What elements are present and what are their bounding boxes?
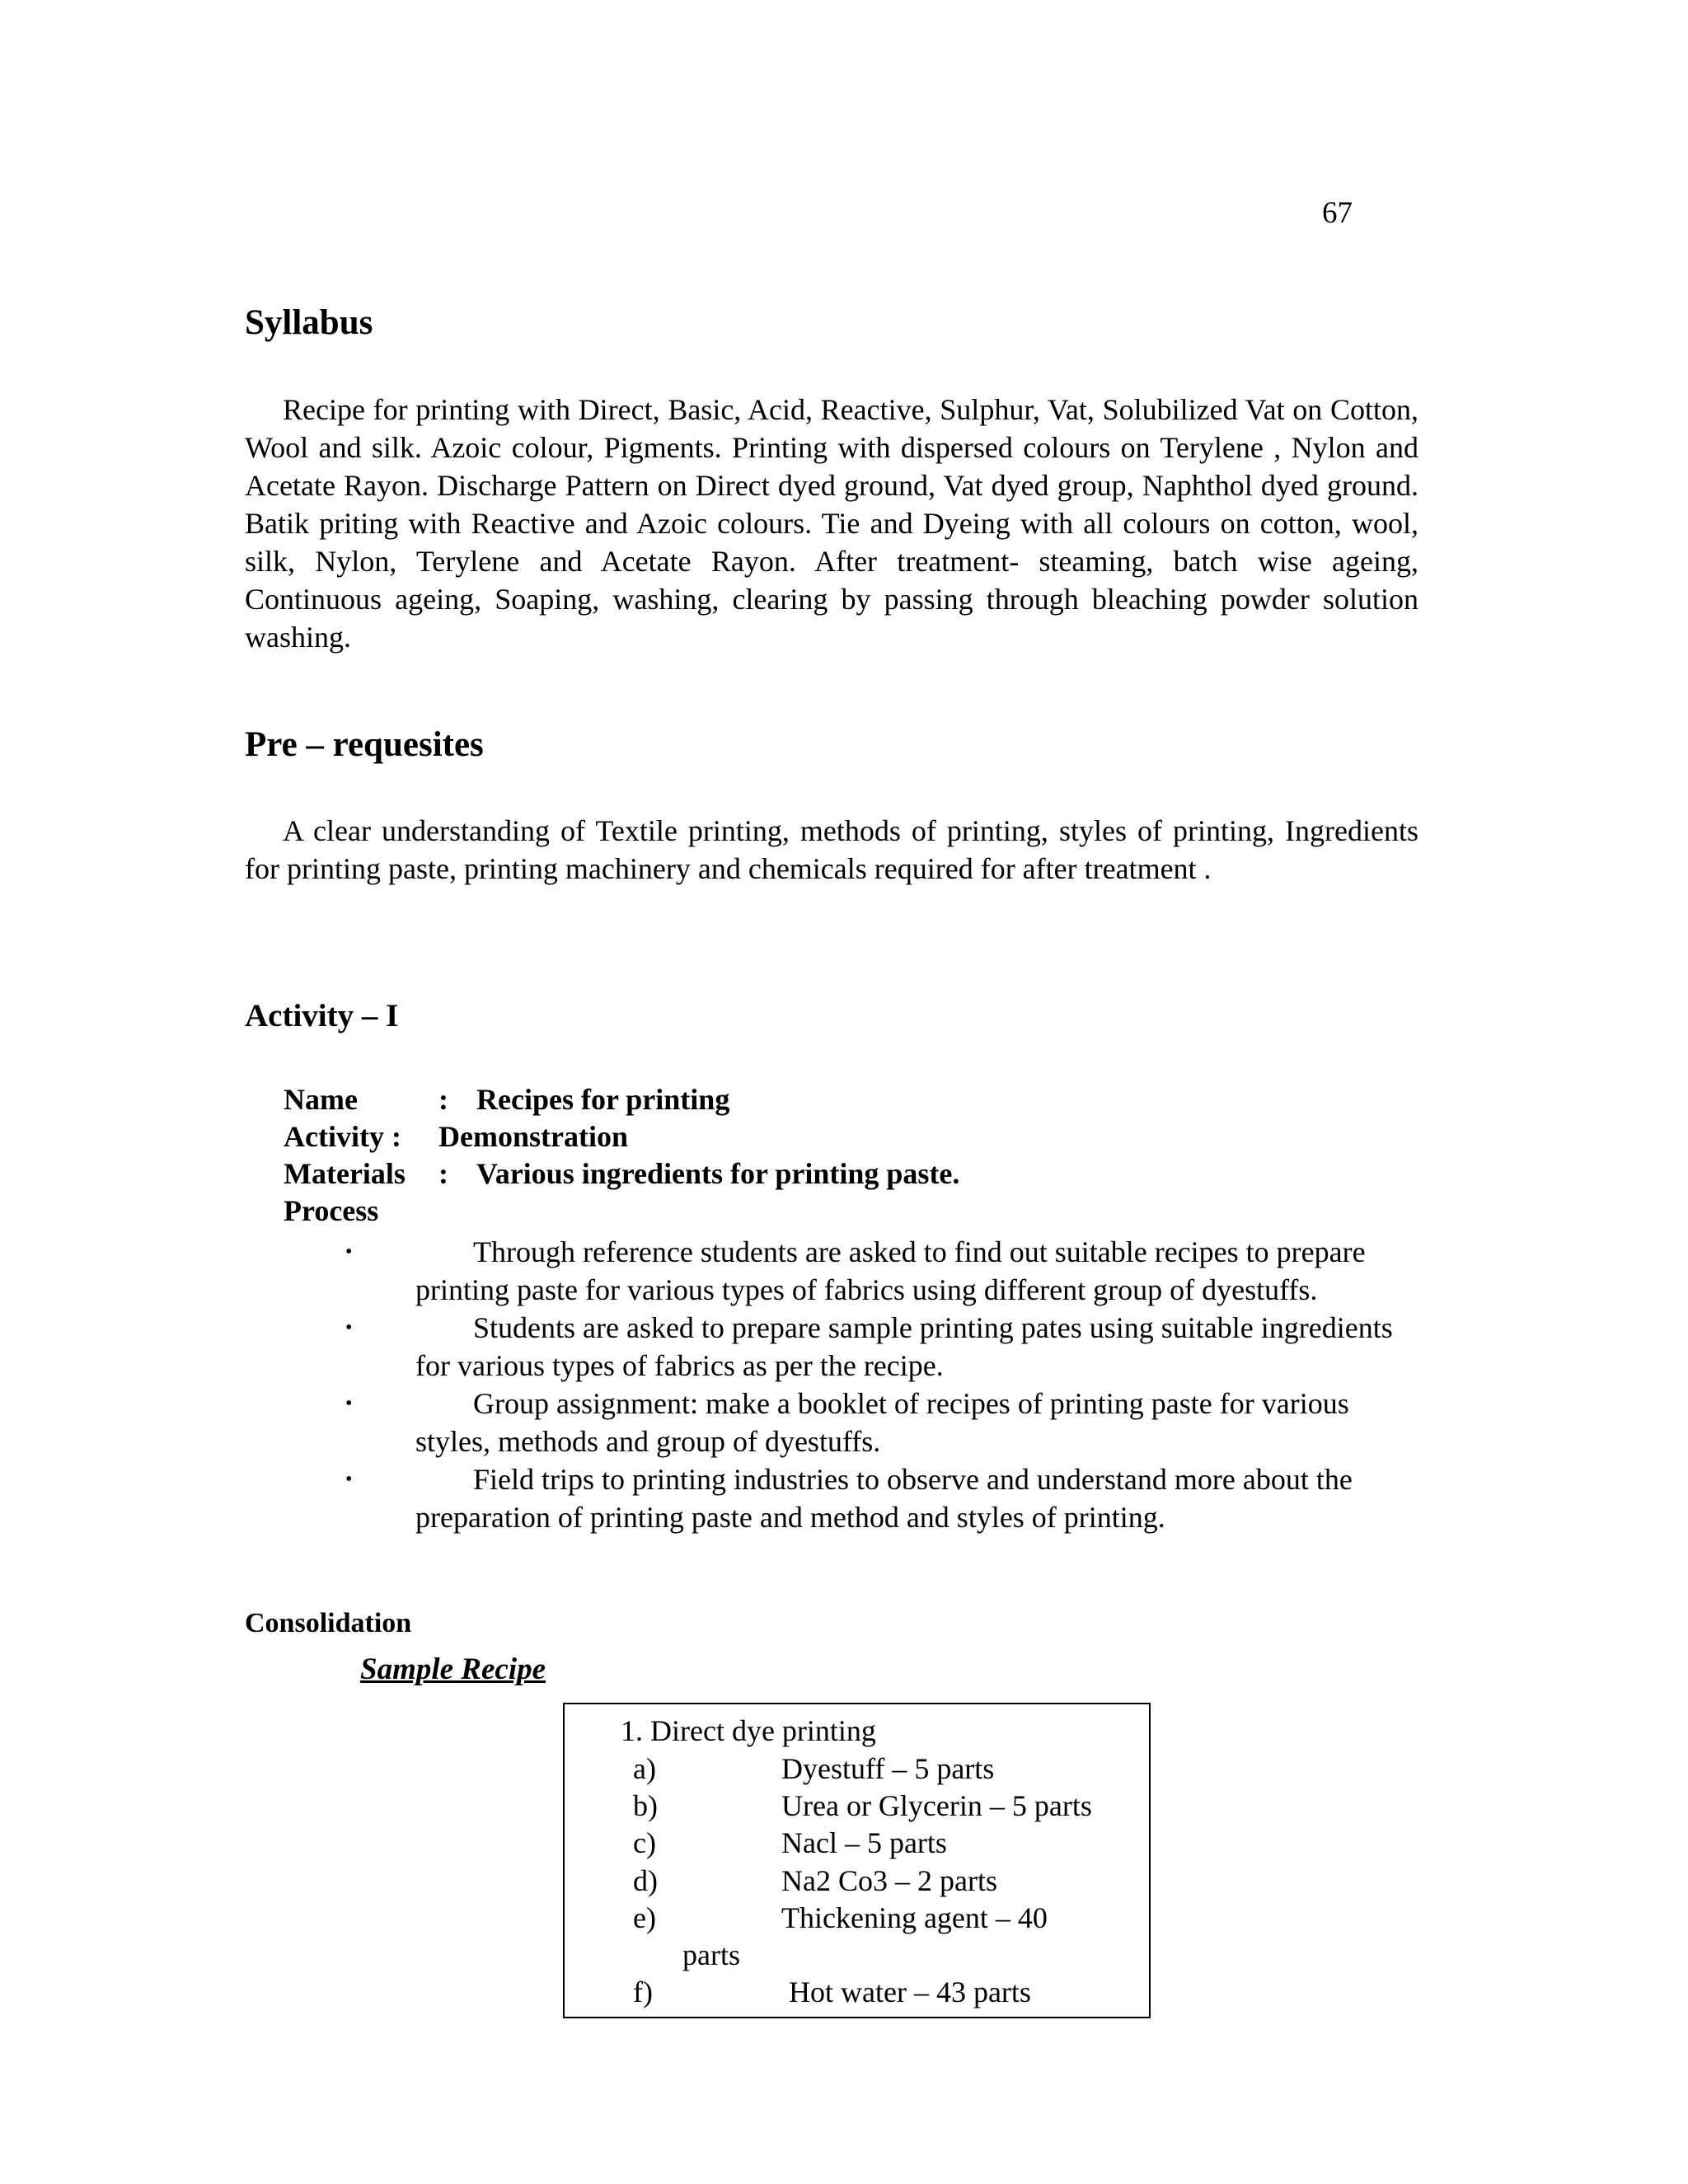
prerequisites-heading: Pre – requesites: [245, 725, 484, 764]
process-list: [345, 1233, 1429, 1536]
process-label: Process: [284, 1194, 379, 1227]
name-value: Recipes for printing: [476, 1083, 730, 1116]
activity-value: Demonstration: [438, 1120, 628, 1153]
recipe-item: a) Dyestuff – 5 parts: [633, 1752, 995, 1785]
sample-recipe-title: Sample Recipe: [360, 1652, 546, 1686]
syllabus-heading: Syllabus: [245, 303, 373, 342]
materials-label: Materials: [284, 1157, 406, 1190]
meta-process-row: [284, 1193, 959, 1230]
recipe-item: d) Na2 Co3 – 2 parts: [633, 1864, 997, 1897]
recipe-item: c) Nacl – 5 parts: [633, 1826, 947, 1859]
recipe-title: 1. Direct dye printing: [621, 1714, 876, 1747]
activity-heading: Activity – I: [245, 998, 399, 1033]
syllabus-paragraph: [245, 391, 1418, 656]
meta-materials-row: Materials : Various ingredients for printing paste.: [284, 1155, 959, 1193]
consolidation-heading: Consolidation: [245, 1608, 412, 1638]
list-item: • Group assignment: make a booklet of recipes of printing paste for various styles, methods and group of dyestuffs.: [345, 1387, 1349, 1458]
activity-label: Activity :: [284, 1120, 401, 1153]
recipe-item: b) Urea or Glycerin – 5 parts: [633, 1789, 1092, 1822]
recipe-wrap-text: parts: [682, 1938, 740, 1971]
activity-meta: [284, 1081, 959, 1230]
page-number: 67: [1322, 196, 1353, 230]
list-item: • Field trips to printing industries to observe and understand more about the preparation of printing paste and method and styles of printing.: [345, 1463, 1353, 1534]
recipe-item: e) Thickening agent – 40: [633, 1901, 1048, 1934]
prerequisites-paragraph: [245, 812, 1418, 888]
list-item: • Students are asked to prepare sample printing pates using suitable ingredients for various types of fabrics as per the recipe.: [345, 1311, 1393, 1382]
meta-activity-row: [284, 1118, 959, 1155]
meta-name-row: Name : Recipes for printing: [284, 1081, 959, 1118]
name-label: Name: [284, 1083, 358, 1116]
materials-value: Various ingredients for printing paste.: [476, 1157, 960, 1190]
list-item: • Through reference students are asked to find out suitable recipes to prepare printing paste for various types of fabrics using different group of dyestuffs.: [345, 1235, 1366, 1306]
syllabus-text: Recipe for printing with Direct, Basic, Acid, Reactive, Sulphur, Vat, Solubilized Vat on Cotton, Wool and silk. Azoic colour, Pigments. Printing with dispersed colours on Terylene , Nylon and Acetate Rayon. Discharge Pattern on Direct dyed ground, Vat dyed group, Naphthol dyed ground. Batik priting with Reactive and Azoic colours. Tie and Dyeing with all colours on cotton, wool, silk, Nylon, Terylene and Acetate Rayon. After treatment- steaming, batch wise ageing, Continuous ageing, Soaping, washing, clearing by passing through bleaching powder solution washing.: [245, 393, 1418, 654]
prerequisites-text: A clear understanding of Textile printing, methods of printing, styles of printing, Ingredients for printing paste, printing machinery and chemicals required for after treatment .: [245, 814, 1418, 885]
recipe-box: [563, 1703, 1151, 2018]
recipe-item: f) Hot water – 43 parts: [633, 1975, 1031, 2008]
